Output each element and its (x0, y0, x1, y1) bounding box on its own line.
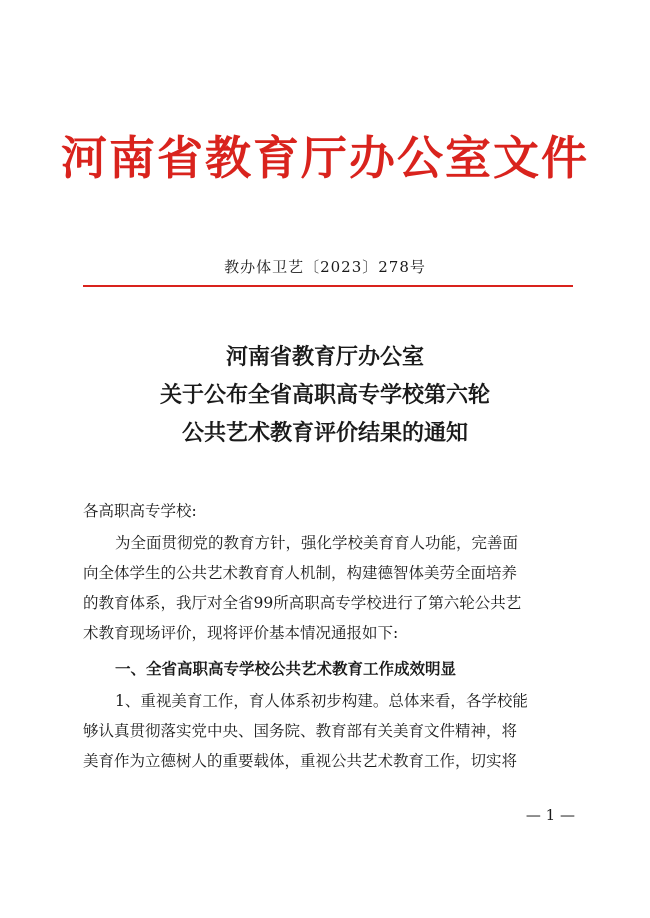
paragraph-intro-line-4: 术教育现场评价，现将评价基本情况通报如下: (83, 624, 399, 642)
paragraph-section-1-line-2: 够认真贯彻落实党中央、国务院、教育部有关美育文件精神，将 (83, 722, 518, 740)
paragraph-intro-line-3: 的教育体系，我厅对全省99所高职高专学校进行了第六轮公共艺 (83, 594, 522, 612)
page-number: — 1 — (525, 806, 575, 824)
red-divider-line (83, 285, 573, 287)
masthead-title: 河南省教育厅办公室文件 (61, 131, 589, 185)
notice-title-line-3: 公共艺术教育评价结果的通知 (181, 420, 468, 446)
section-1-heading: 一、全省高职高专学校公共艺术教育工作成效明显 (115, 660, 457, 678)
paragraph-intro (83, 528, 573, 648)
salutation: 各高职高专学校: (83, 502, 197, 520)
paragraph-intro-line-2: 向全体学生的公共艺术教育育人机制，构建德智体美劳全面培养 (83, 564, 518, 582)
document-number: 教办体卫艺〔2023〕278号 (224, 258, 426, 276)
notice-title (0, 338, 650, 452)
paragraph-section-1-line-1: 1、重视美育工作，育人体系初步构建。总体来看，各学校能 (115, 692, 528, 710)
notice-title-line-2: 关于公布全省高职高专学校第六轮 (159, 382, 490, 408)
paragraph-intro-line-1: 为全面贯彻党的教育方针，强化学校美育育人功能，完善面 (115, 534, 519, 552)
paragraph-section-1-line-3: 美育作为立德树人的重要载体，重视公共艺术教育工作，切实将 (83, 752, 518, 770)
paragraph-section-1 (83, 686, 573, 776)
notice-title-line-1: 河南省教育厅办公室 (225, 344, 424, 370)
